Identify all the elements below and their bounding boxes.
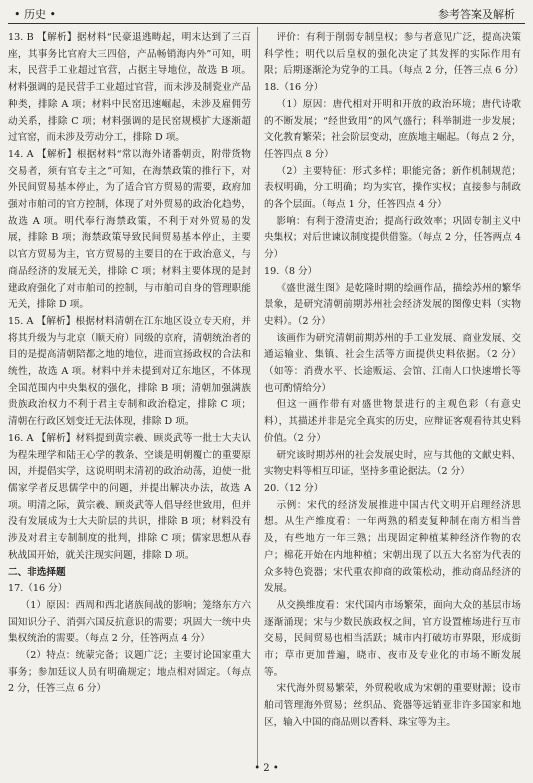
answer-17-part2: （2）特点：统蒙完备；议题广泛；主要讨论国家重大事务；参加廷议人员有明确规定；地点相对固定。（每点 2 分，任答三点 6 分） [8, 650, 251, 695]
answer-17-part1: （1）原因：西周和西北诸族间战的影响；笼络东方六国知识分子、消弭六国反抗意识的需要；巩固大一统中央集权统治的需要。（每点 2 分，任答两点 4 分） [8, 599, 251, 645]
left-column [8, 30, 251, 698]
answer-15: 15. A 【解析】根据材料清朝在江东地区设立专天府，并将其升级为与北京（顺天府）同级的京府，清朝统治者的目的是提高清朝陪都之地的地位，进而宣扬政权的合法和统性，故选 A 项。材料中并未提到对辽东地区，不体现全国范围内中央集权的强化，排除 B 项；清朝加强满族贵族政治权力不利于君主专制和政治稳定，排除 C 项；清朝在行政区划变迁无法体现，排除 D 项。 [8, 315, 251, 428]
answer-18-part1: （1）原因：唐代相对开明和开放的政治环境；唐代诗歌的不断发展；“经世致用”的风气盛行；科举制进一步发展；文化教育繁荣；社会阶层变动，庶族地主崛起。（每点 2 分，任答四点 8 分） [264, 98, 521, 160]
answer-19-p1: 《盛世滋生图》是乾隆时期的绘画作品，描绘苏州的繁华景象，是研究清朝前期苏州社会经济发展的图像史料（实物史料）。（2 分） [264, 282, 521, 327]
answer-19-p4: 研究该时期苏州的社会发展史时，应与其他的文献史料、实物史料等相互印证，坚持多重论据法。（2 分） [264, 449, 521, 478]
answer-20-p1: 示例：宋代的经济发展推进中国古代文明开启理经济思想。从生产维度看：一年两熟的稻麦复种制在南方相当普及，有些地方一年三熟；出现固定种植某种经济作物的农户；棉花开始在内地种植；宋朝出现了以五大名窑为代表的众多特色瓷器；宋代重农抑商的政策松动，推动商品经济的发展。 [264, 499, 521, 595]
answer-20-p2: 从交换维度看：宋代国内市场繁荣，面向大众的基层市场逐渐涌现；宋与少数民族政权之间，官方设置榷场进行互市交易，民间贸易也相当活跃；城市内打破坊市界限，形成街市；草市更加普遍，晓市、夜市及专业化的市场不断发展等。 [264, 599, 521, 678]
answer-14: 14. A 【解析】根据材料“常以海外诸番朝贡，附带货物交易者，须有官专主之”可知，在海禁政策的推行下，对外民间贸易基本停止，为了适合官方贸易的需要，政府加强对市舶司的官方控制，体现了对外贸易的政治化趋势，故选 A 项。明代奉行海禁政策，不利于对外贸易的发展，排除 B 项；海禁政策导致民间贸易基本停止，主要以官方贸易为主，官方贸易的主要目的在于政治意义，与商品经济的发展无关，排除 C 项；材料主要体现的是封建政府强化了对市舶司的控制，与市舶司自身的管理职能无关，排除 D 项。 [8, 148, 251, 311]
right-column [264, 30, 524, 732]
question-17-heading: 17.（16 分） [8, 583, 68, 595]
question-19-heading: 19.（8 分） [264, 265, 318, 277]
answer-20-p3: 宋代海外贸易繁荣，外贸税收成为宋朝的重要财源；设市舶司管理海外贸易；丝织品、瓷器等远销亚非许多国家和地区，输入中国的商品则以香料、珠宝等为主。 [264, 683, 521, 728]
answer-18-impact: 影响：有利于澄清吏治；提高行政效率；巩固专制主义中央集权；对后世谏议制度提供借鉴。（每点 2 分，任答两点 4 分） [264, 215, 521, 261]
header-title: 参考答案及解析 [438, 8, 515, 21]
header-rule [8, 23, 525, 24]
answer-16: 16. A 【解析】材料提到黄宗羲、顾炎武等一批士大夫认为程朱理学和陆王心学的教条、空谈是明朝覆亡的重要原因，并提倡实学，这说明明末清初的政治动荡，迫使一批儒家学者反思儒学中的问题，并提出解决办法，故选 A 项。明清之际，黄宗羲、顾炎武等人倡导经世致用，但并没有发展成为士大夫阶层的共识，排除 B 项；材料没有涉及对君主专制制度的批判，排除 C 项；儒家思想从春秋战国开始，就关注现实问题，排除 D 项。 [8, 432, 251, 561]
answer-17-evaluation: 评价：有利于削弱专制皇权；参与者意见广泛，提高决策科学性；明代以后皇权的强化决定了其发挥的实际作用有限；后期逐渐沦为党争的工具。（每点 2 分，任答三点 6 分） [264, 32, 524, 77]
answer-19-p3: 但这一画作带有对盛世物景进行的主观色彩（有意史料），其描述并非是完全真实的历史，应辩证客观看待其史料价值。（2 分） [264, 399, 521, 444]
answer-13: 13. B 【解析】据材料“民豪退逃畴起，明末达到了三百座，其事务比官府大三四倍，产品畅销海内外”可知，明末，民营手工业超过官营，占据主导地位，故选 B 项。材料强调的是民营手工业超过官营，而未涉及制瓷业产品种类，排除 A 项；材料中民窑迅速崛起，未涉及雇佣劳动关系，排除 C 项；材料强调的是民窑规模扩大逐渐超过官窑，而未涉及劳动分工，排除 D 项。 [8, 32, 251, 144]
section-heading-non-choice: 二、非选择题 [8, 566, 66, 578]
question-20-heading: 20.（12 分） [264, 482, 324, 494]
question-18-heading: 18.（16 分） [264, 82, 324, 94]
header-subject: • 历史 • [14, 8, 56, 21]
page-number: • 2 • [254, 763, 279, 774]
column-divider [257, 27, 258, 767]
answer-18-part2: （2）主要特征：形式多样；职能完备；新作机制规范；表权明确，分工明确；均为实官，操作实权；直接参与制政的各个层面。（每点 1 分，任答四点 4 分） [264, 165, 521, 211]
answer-19-p2: 该画作为研究清朝前期苏州的手工业发展、商业发展、交通运输业、集镇、社会生活等方面提供史料依据。（2 分）（如等：消费水平、长途贩运、会馆、江南人口快速增长等也可酌情给分） [264, 332, 521, 394]
